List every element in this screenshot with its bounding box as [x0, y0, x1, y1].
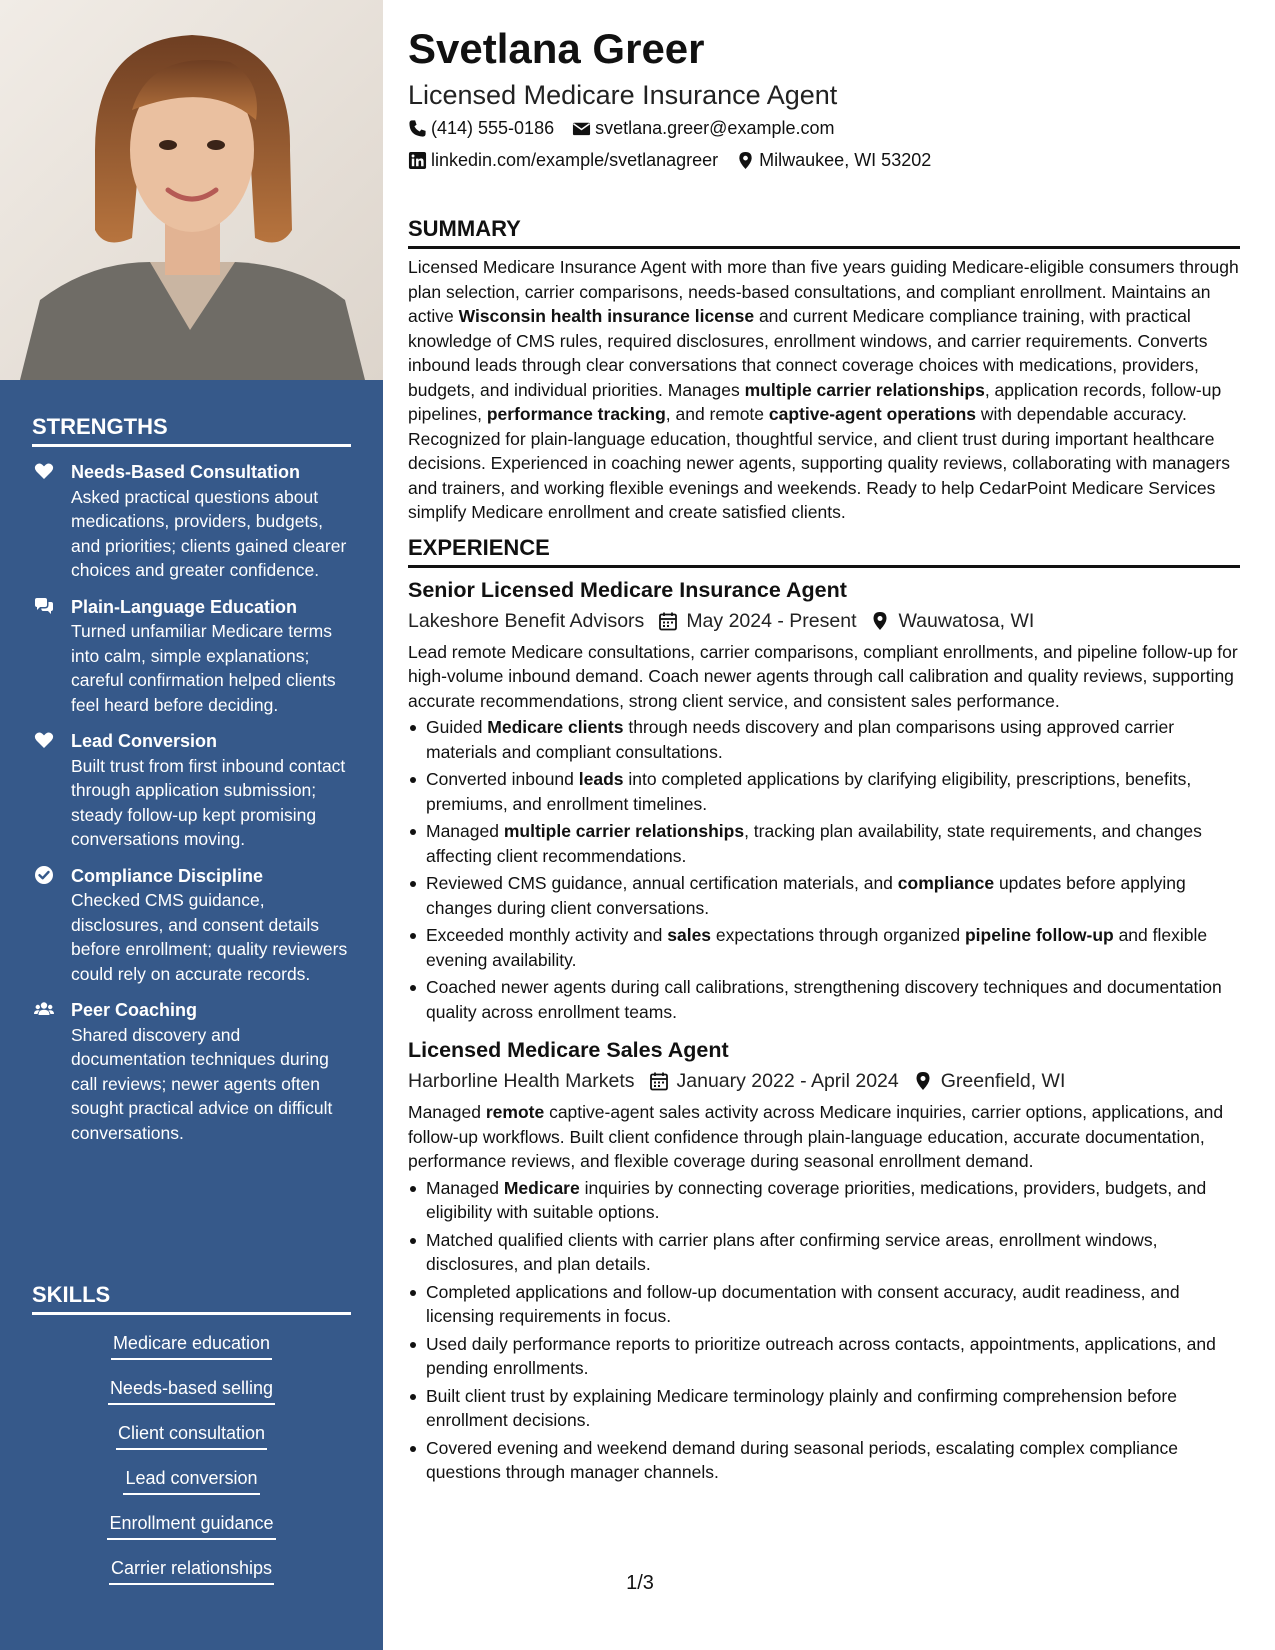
job-entry [408, 1034, 1240, 1485]
strength-desc: Checked CMS guidance, disclosures, and consent details before enrollment; quality reviewers could rely on accurate records. [71, 890, 348, 984]
text-run: and flexible evening availability. [426, 925, 1208, 970]
bold-phrase: Medicare [503, 1177, 580, 1198]
users-icon [34, 999, 54, 1019]
job-company: Harborline Health Markets [408, 1070, 635, 1092]
strength-desc: Turned unfamiliar Medicare terms into calm, simple explanations; careful confirmation helped clients feel heard before deciding. [71, 621, 336, 715]
text-run: and current Medicare compliance training, with practical knowledge of CMS rules, required disclosures, enrollment windows, and carrier requirements. Converts inbound leads through clear conversations that connect coverage choices with medications, providers, budgets, and individual priorities. Manages [408, 306, 1208, 400]
candidate-name: Svetlana Greer [408, 25, 705, 72]
bold-phrase: Medicare clients [487, 717, 624, 737]
text-run: , and remote [665, 404, 769, 424]
job-dates: January 2022 - April 2024 [676, 1070, 899, 1092]
skills-heading: SKILLS [32, 1282, 351, 1315]
text-run: updates before applying changes during client conversations. [426, 873, 1186, 918]
job-bullet [408, 715, 1240, 764]
map-pin-icon [870, 611, 890, 631]
text-run: Guided [426, 717, 488, 737]
skill-label: Enrollment guidance [107, 1510, 275, 1540]
skill-label: Lead conversion [123, 1465, 259, 1495]
job-bullet [408, 923, 1240, 972]
skill-item [32, 1375, 351, 1420]
strength-item [32, 595, 354, 718]
text-run: Completed applications and follow-up documentation with consent accuracy, audit readiness, and licensing requirements in focus. [426, 1281, 1180, 1326]
check-circle-icon [34, 865, 54, 885]
envelope-icon [572, 119, 591, 138]
job-company: Lakeshore Benefit Advisors [408, 609, 645, 632]
text-run: Managed [408, 1102, 486, 1122]
text-run: Used daily performance reports to prioritize outreach across contacts, appointments, applications, and pending enrollments. [426, 1333, 1216, 1378]
job-bullet [408, 1176, 1240, 1225]
job-description [408, 640, 1240, 714]
text-run: Covered evening and weekend demand during seasonal periods, escalating complex compliance questions through manager channels. [426, 1437, 1178, 1482]
text-run: Converted inbound [426, 769, 579, 789]
text-run: Reviewed CMS guidance, annual certification materials, and [426, 873, 898, 893]
skill-item [32, 1465, 351, 1510]
text-run: through needs discovery and plan comparisons using approved carrier materials and compliant consultations. [426, 717, 1175, 762]
contact-row [408, 112, 1240, 144]
strength-desc: Built trust from first inbound contact through application submission; steady follow-up kept promising conversations moving. [71, 755, 346, 849]
phone-contact[interactable] [408, 112, 554, 144]
job-location: Greenfield, WI [940, 1070, 1066, 1092]
job-dates: May 2024 - Present [686, 609, 857, 632]
strength-desc: Asked practical questions about medications, providers, budgets, and priorities; clients gained clearer choices and greater confidence. [71, 486, 347, 580]
job-meta [408, 606, 1240, 636]
email-text: svetlana.greer@example.com [595, 118, 835, 138]
text-run: Managed [426, 821, 504, 841]
text-run: captive-agent sales activity across Medicare inquiries, carrier options, applications, and follow-up workflows. Built client confidence through plain-language education, accurate documentation, performance reviews, and flexible coverage during seasonal enrollment demand. [408, 1102, 1224, 1171]
job-bullets [408, 1176, 1240, 1485]
bold-phrase: sales [667, 925, 712, 945]
text-run: Lead remote Medicare consultations, carrier comparisons, compliant enrollments, and pipeline follow-up for high-volume inbound demand. Coach newer agents through call calibration and quality reviews, supporting accurate recommendations, strong client service, and consistent sales performance. [408, 641, 1238, 711]
skill-label: Carrier relationships [109, 1555, 274, 1585]
strength-item [32, 864, 354, 987]
skills-list [32, 1330, 351, 1600]
phone-text: (414) 555-0186 [431, 118, 555, 138]
text-run: Managed [426, 1177, 504, 1198]
strength-item [32, 998, 354, 1145]
strength-title: Peer Coaching [71, 1000, 198, 1020]
heart-icon [34, 730, 54, 750]
job-bullet [408, 1384, 1240, 1433]
text-run: Exceeded monthly activity and [426, 925, 668, 945]
job-bullet [408, 1280, 1240, 1329]
strengths-list [32, 460, 354, 1157]
bold-phrase: multiple carrier relationships [503, 821, 745, 841]
strengths-heading: STRENGTHS [32, 414, 351, 447]
text-run: inquiries by connecting coverage priorities, medications, providers, budgets, and eligibility with suitable options. [426, 1177, 1207, 1222]
job-location: Wauwatosa, WI [898, 609, 1035, 632]
job-description [408, 1100, 1240, 1174]
job-entry [408, 574, 1240, 1025]
phone-icon [408, 119, 427, 138]
skill-label: Client consultation [116, 1420, 267, 1450]
summary-heading: SUMMARY [408, 214, 1240, 249]
text-run: Coached newer agents during call calibrations, strengthening discovery techniques and documentation quality across enrollment teams. [426, 977, 1222, 1022]
strength-item [32, 460, 354, 583]
profile-photo [0, 0, 383, 380]
bold-phrase: captive-agent operations [768, 404, 977, 424]
job-bullets [408, 715, 1240, 1024]
calendar-icon [658, 611, 678, 631]
summary-text [408, 255, 1240, 525]
comments-icon [34, 596, 54, 616]
experience-heading: EXPERIENCE [408, 533, 1240, 568]
job-bullet [408, 975, 1240, 1024]
job-bullet [408, 1332, 1240, 1381]
job-title: Licensed Medicare Sales Agent [408, 1038, 729, 1062]
text-run: expectations through organized [711, 925, 965, 945]
bold-phrase: Wisconsin health insurance license [458, 306, 755, 326]
strength-item [32, 729, 354, 852]
text-run: , tracking plan availability, state requirements, and changes affecting client recommendations. [426, 821, 1202, 866]
job-bullet [408, 819, 1240, 868]
text-run: , application records, follow-up pipelines, [408, 379, 1222, 424]
skill-item [32, 1510, 351, 1555]
text-run: Matched qualified clients with carrier plans after confirming service areas, enrollment windows, disclosures, and plan details. [426, 1229, 1158, 1274]
candidate-title: Licensed Medicare Insurance Agent [408, 80, 838, 110]
job-title: Senior Licensed Medicare Insurance Agent [408, 577, 847, 602]
linkedin-text: linkedin.com/example/svetlanagreer [431, 150, 719, 170]
calendar-icon [649, 1071, 669, 1091]
skill-label: Needs-based selling [108, 1375, 275, 1405]
bold-phrase: remote [485, 1102, 545, 1122]
location-text: Milwaukee, WI 53202 [759, 150, 932, 170]
job-bullet [408, 1228, 1240, 1277]
heart-icon [34, 461, 54, 481]
linkedin-contact[interactable] [408, 144, 718, 176]
location-contact [736, 144, 931, 176]
job-bullet [408, 871, 1240, 920]
map-pin-icon [913, 1071, 933, 1091]
bold-phrase: compliance [897, 873, 995, 893]
profile-photo-illustration [0, 0, 383, 380]
bold-phrase: pipeline follow-up [964, 925, 1114, 945]
text-run: with dependable accuracy. Recognized for plain-language education, thoughtful service, and client trust during important healthcare decisions. Experienced in coaching newer agents, supporting quality reviews, collaborating with managers and trainers, and working flexible evenings and weekends. Ready to help CedarPoint Medicare Services simplify Medicare enrollment and create satisfied clients. [408, 404, 1230, 522]
skill-label: Medicare education [111, 1330, 272, 1360]
job-meta [408, 1066, 1240, 1096]
strength-title: Compliance Discipline [71, 865, 264, 886]
sidebar [0, 0, 383, 1650]
main-content [408, 20, 1240, 1488]
bold-phrase: multiple carrier relationships [744, 379, 985, 400]
strength-title: Plain-Language Education [71, 596, 298, 617]
skill-item [32, 1555, 351, 1600]
job-bullet [408, 1436, 1240, 1485]
skill-item [32, 1330, 351, 1375]
strength-desc: Shared discovery and documentation techniques during call reviews; newer agents often sought practical advice on difficult conversations. [71, 1024, 333, 1143]
email-contact[interactable] [572, 112, 834, 144]
strength-title: Needs-Based Consultation [71, 462, 301, 482]
page-number: 1/3 [626, 1572, 654, 1594]
linkedin-icon [408, 151, 427, 170]
text-run: Licensed Medicare Insurance Agent with more than five years guiding Medicare-eligible consumers through plan selection, carrier comparisons, needs-based consultations, and compliant enrollment. Maintains an active [408, 257, 1239, 326]
contact-row [408, 144, 1240, 176]
job-bullet [408, 767, 1240, 816]
bold-phrase: performance tracking [486, 404, 666, 424]
bold-phrase: leads [578, 769, 624, 789]
map-pin-icon [736, 151, 755, 170]
strength-title: Lead Conversion [71, 731, 218, 751]
text-run: Built client trust by explaining Medicare terminology plainly and confirming comprehension before enrollment decisions. [426, 1385, 1177, 1430]
skill-item [32, 1420, 351, 1465]
text-run: into completed applications by clarifying eligibility, prescriptions, benefits, premiums, and enrollment timelines. [426, 769, 1192, 814]
